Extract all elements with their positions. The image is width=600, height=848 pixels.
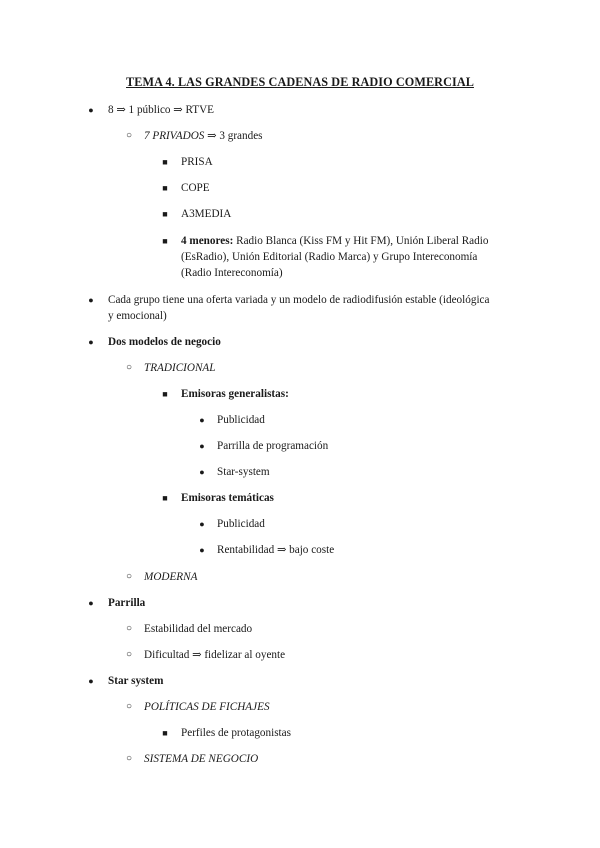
circle-bullet-icon: ○ bbox=[125, 623, 133, 634]
disc-bullet-icon: ● bbox=[199, 415, 205, 425]
disc-bullet-icon: ● bbox=[199, 545, 205, 555]
disc-bullet-icon: ● bbox=[88, 598, 94, 608]
circle-bullet-icon: ○ bbox=[125, 701, 133, 712]
square-bullet-icon: ■ bbox=[162, 209, 168, 219]
disc-bullet-icon: ● bbox=[88, 105, 94, 115]
disc-bullet-icon: ● bbox=[199, 441, 205, 451]
circle-bullet-icon: ○ bbox=[125, 571, 133, 582]
circle-bullet-icon: ○ bbox=[125, 130, 133, 141]
list-item-continuation: y emocional) bbox=[108, 310, 167, 322]
square-bullet-icon: ■ bbox=[162, 157, 168, 167]
circle-bullet-icon: ○ bbox=[125, 362, 133, 373]
square-bullet-icon: ■ bbox=[162, 389, 168, 399]
circle-bullet-icon: ○ bbox=[125, 649, 133, 660]
circle-bullet-icon: ○ bbox=[125, 753, 133, 764]
square-bullet-icon: ■ bbox=[162, 493, 168, 503]
disc-bullet-icon: ● bbox=[88, 337, 94, 347]
disc-bullet-icon: ● bbox=[199, 519, 205, 529]
list-item-continuation: (Radio Intereconomía) bbox=[181, 267, 283, 279]
page-title: TEMA 4. LAS GRANDES CADENAS DE RADIO COMERCIAL bbox=[126, 75, 474, 89]
list-item-continuation: (EsRadio), Unión Editorial (Radio Marca) y Grupo Intereconomía bbox=[181, 251, 478, 263]
square-bullet-icon: ■ bbox=[162, 236, 168, 246]
square-bullet-icon: ■ bbox=[162, 728, 168, 738]
disc-bullet-icon: ● bbox=[88, 295, 94, 305]
document-page: TEMA 4. LAS GRANDES CADENAS DE RADIO COMERCIAL ● 8 ⇒ 1 público ⇒ RTVE ○ 7 PRIVADOS ⇒ 3 grandes ■ PRISA ■ COPE ■ A3MEDIA ■ 4 menores: Radio Blanca (Kiss FM y Hit FM), Unión Liberal Radio (EsRadio), Unión Editorial (Radio Marca) y Grupo Intereconomía (Radio Intereconomía) ● Cada grupo tiene una oferta variada y un modelo de radiodifusión estable (ideológica y emocional) ● Dos modelos de negocio ○ TRADICIONAL ■ Emisoras generalistas: ● Publicidad ● Parrilla de programación ● Star-system ■ Emisoras temáticas ● Publicidad ● Rentabilidad ⇒ bajo coste ○ MODERNA ● Parrilla ○ Estabilidad del mercado ○ Dificultad ⇒ fidelizar al oyente ● Star system ○ POLÍTICAS DE FICHAJES ■ Perfiles de protagonistas ○ SISTEMA DE NEGOCIO bbox=[0, 0, 600, 848]
square-bullet-icon: ■ bbox=[162, 183, 168, 193]
disc-bullet-icon: ● bbox=[199, 467, 205, 477]
disc-bullet-icon: ● bbox=[88, 676, 94, 686]
